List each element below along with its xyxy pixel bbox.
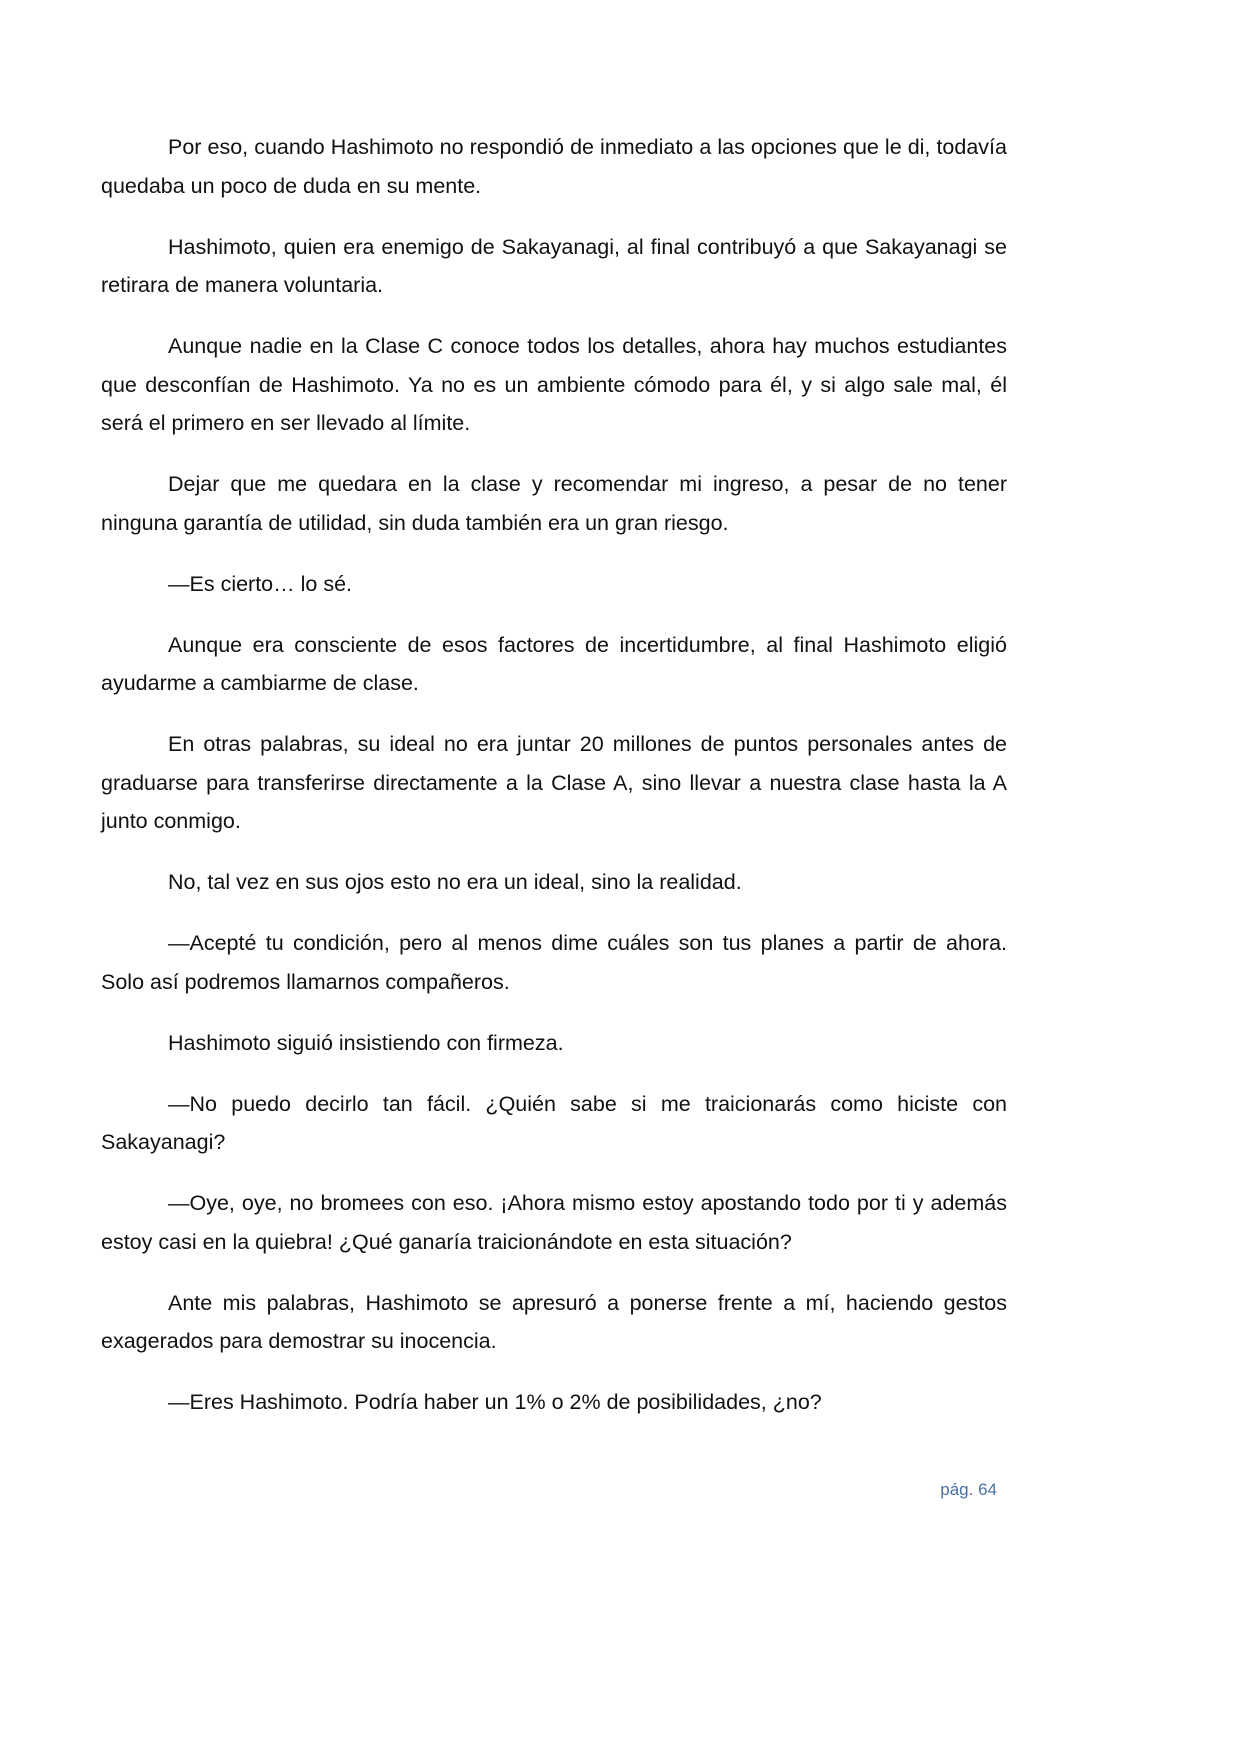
page-number: pág. 64 <box>940 1480 997 1499</box>
paragraph: Dejar que me quedara en la clase y recomendar mi ingreso, a pesar de no tener ninguna garantía de utilidad, sin duda también era un gran riesgo. <box>101 472 1007 535</box>
paragraph: Aunque era consciente de esos factores de incertidumbre, al final Hashimoto eligió ayudarme a cambiarme de clase. <box>101 632 1007 695</box>
paragraph: —No puedo decirlo tan fácil. ¿Quién sabe si me traicionarás como hiciste con Sakayanagi? <box>101 1091 1007 1154</box>
paragraph: En otras palabras, su ideal no era juntar 20 millones de puntos personales antes de graduarse para transferirse directamente a la Clase A, sino llevar a nuestra clase hasta la A junto conmigo. <box>101 732 1007 833</box>
paragraph: —Eres Hashimoto. Podría haber un 1% o 2% de posibilidades, ¿no? <box>168 1390 822 1414</box>
paragraph: Aunque nadie en la Clase C conoce todos los detalles, ahora hay muchos estudiantes que desconfían de Hashimoto. Ya no es un ambiente cómodo para él, y si algo sale mal, él será el primero en ser llevado al límite. <box>101 334 1007 435</box>
paragraph: Hashimoto, quien era enemigo de Sakayanagi, al final contribuyó a que Sakayanagi se retirara de manera voluntaria. <box>101 234 1007 297</box>
paragraph: No, tal vez en sus ojos esto no era un ideal, sino la realidad. <box>168 870 742 894</box>
document-body <box>101 128 1007 1444</box>
paragraph: Por eso, cuando Hashimoto no respondió de inmediato a las opciones que le di, todavía quedaba un poco de duda en su mente. <box>101 135 1007 198</box>
paragraph: —Es cierto… lo sé. <box>168 571 352 596</box>
paragraph: Ante mis palabras, Hashimoto se apresuró a ponerse frente a mí, haciendo gestos exagerados para demostrar su inocencia. <box>101 1290 1007 1353</box>
paragraph: —Acepté tu condición, pero al menos dime cuáles son tus planes a partir de ahora. Solo así podremos llamarnos compañeros. <box>101 931 1007 994</box>
paragraph: Hashimoto siguió insistiendo con firmeza. <box>168 1030 564 1055</box>
paragraph: —Oye, oye, no bromees con eso. ¡Ahora mismo estoy apostando todo por ti y además estoy casi en la quiebra! ¿Qué ganaría traicionándote en esta situación? <box>101 1191 1007 1254</box>
